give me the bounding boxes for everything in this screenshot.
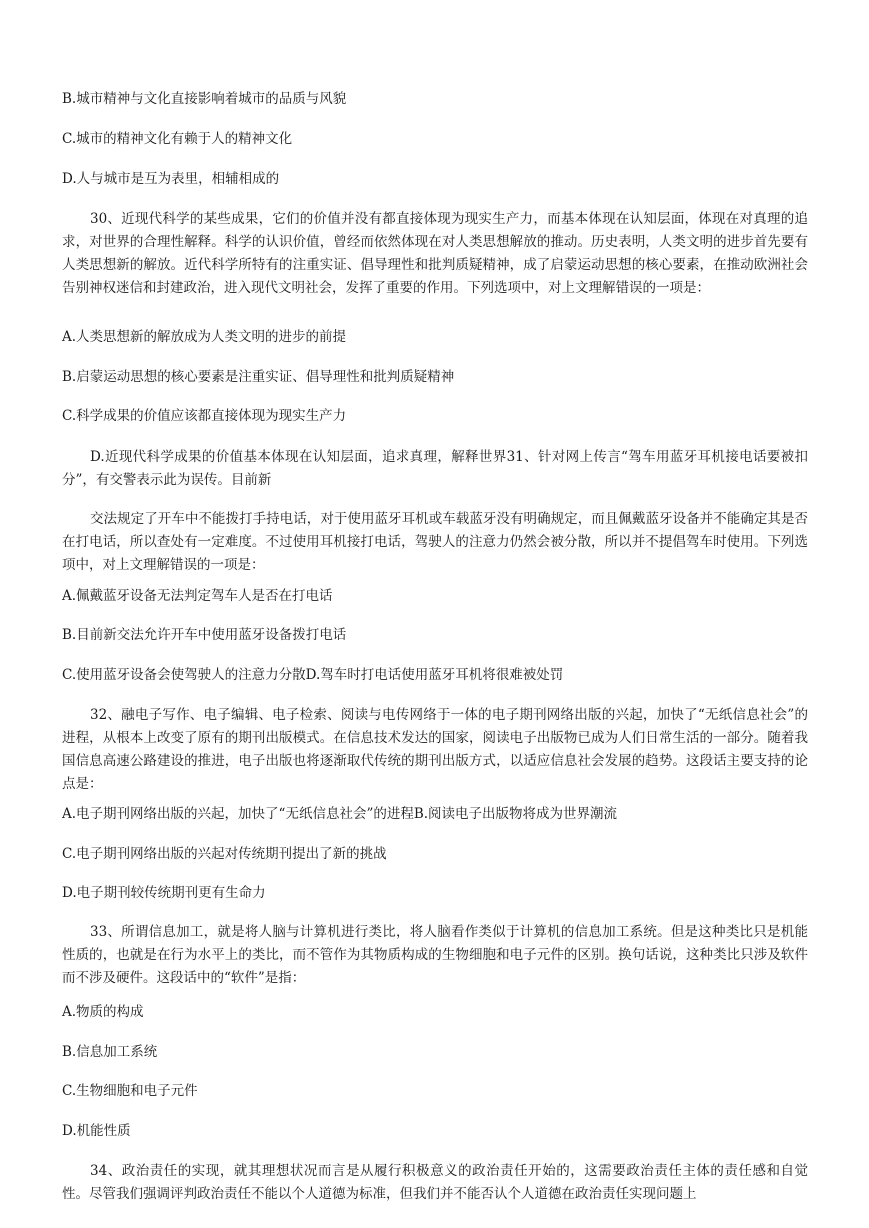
option-line: B.城市精神与文化直接影响着城市的品质与风貌 (62, 91, 347, 107)
option-line: C.电子期刊网络出版的兴起对传统期刊提出了新的挑战 (62, 846, 387, 862)
option-line: A.物质的构成 (62, 1004, 144, 1020)
question-paragraph: 33、所谓信息加工，就是将人脑与计算机进行类比，将人脑看作类似于计算机的信息加工系统。但是这种类比只是机能性质的，也就是在行为水平上的类比，而不管作为其物质构成的生物细胞和电子元件的区别。换句话说，这种类比只涉及软件而不涉及硬件。这段话中的“软件”是指： (62, 924, 808, 986)
option-line: C.使用蓝牙设备会使驾驶人的注意力分散D.驾车时打电话使用蓝牙耳机将很难被处罚 (62, 667, 564, 683)
option-line: B.信息加工系统 (62, 1044, 158, 1060)
question-paragraph: 34、政治责任的实现，就其理想状况而言是从履行积极意义的政治责任开始的，这需要政治责任主体的责任感和自觉性。尽管我们强调评判政治责任不能以个人道德为标准，但我们并不能否认个人道德在政治责任实现问题上 (62, 1163, 808, 1202)
option-line: A.电子期刊网络出版的兴起，加快了“无纸信息社会”的进程B.阅读电子出版物将成为世界潮流 (62, 806, 618, 822)
question-paragraph: 32、融电子写作、电子编辑、电子检索、阅读与电传网络于一体的电子期刊网络出版的兴起，加快了“无纸信息社会”的进程，从根本上改变了原有的期刊出版模式。在信息技术发达的国家，阅读电子出版物已成为人们日常生活的一部分。随着我国信息高速公路建设的推进，电子出版也将逐渐取代传统的期刊出版方式，以适应信息社会发展的趋势。这段话主要支持的论点是： (62, 707, 808, 792)
option-line: A.佩戴蓝牙设备无法判定驾车人是否在打电话 (62, 588, 333, 604)
option-line: C.城市的精神文化有赖于人的精神文化 (62, 131, 293, 147)
question-paragraph: 交法规定了开车中不能拨打手持电话，对于使用蓝牙耳机或车载蓝牙没有明确规定，而且佩戴蓝牙设备并不能确定其是否在打电话，所以查处有一定难度。不过使用耳机接打电话，驾驶人的注意力仍然会被分散，所以并不提倡驾车时使用。下列选项中，对上文理解错误的一项是： (62, 511, 808, 573)
option-line: D.电子期刊较传统期刊更有生命力 (62, 885, 266, 901)
option-line: B.目前新交法允许开车中使用蓝牙设备拨打电话 (62, 627, 347, 643)
option-line: C.生物细胞和电子元件 (62, 1083, 198, 1099)
option-line: D.人与城市是互为表里，相辅相成的 (62, 171, 280, 187)
option-line: D.机能性质 (62, 1123, 131, 1139)
option-line: A.人类思想新的解放成为人类文明的进步的前提 (62, 329, 347, 345)
option-line: C.科学成果的价值应该都直接体现为现实生产力 (62, 408, 347, 424)
question-paragraph: 30、近现代科学的某些成果，它们的价值并没有都直接体现为现实生产力，而基本体现在认知层面，体现在对真理的追求，对世界的合理性解释。科学的认识价值，曾经而依然体现在对人类思想解放的推动。历史表明，人类文明的进步首先要有人类思想新的解放。近代科学所特有的注重实证、倡导理性和批判质疑精神，成了启蒙运动思想的核心要素，在推动欧洲社会告别神权迷信和封建政治，进入现代文明社会，发挥了重要的作用。下列选项中，对上文理解错误的一项是： (62, 211, 808, 296)
option-line: B.启蒙运动思想的核心要素是注重实证、倡导理性和批判质疑精神 (62, 369, 455, 385)
question-paragraph: D.近现代科学成果的价值基本体现在认知层面，追求真理，解释世界31、针对网上传言“驾车用蓝牙耳机接电话要被扣分”，有交警表示此为误传。目前新 (62, 449, 808, 488)
